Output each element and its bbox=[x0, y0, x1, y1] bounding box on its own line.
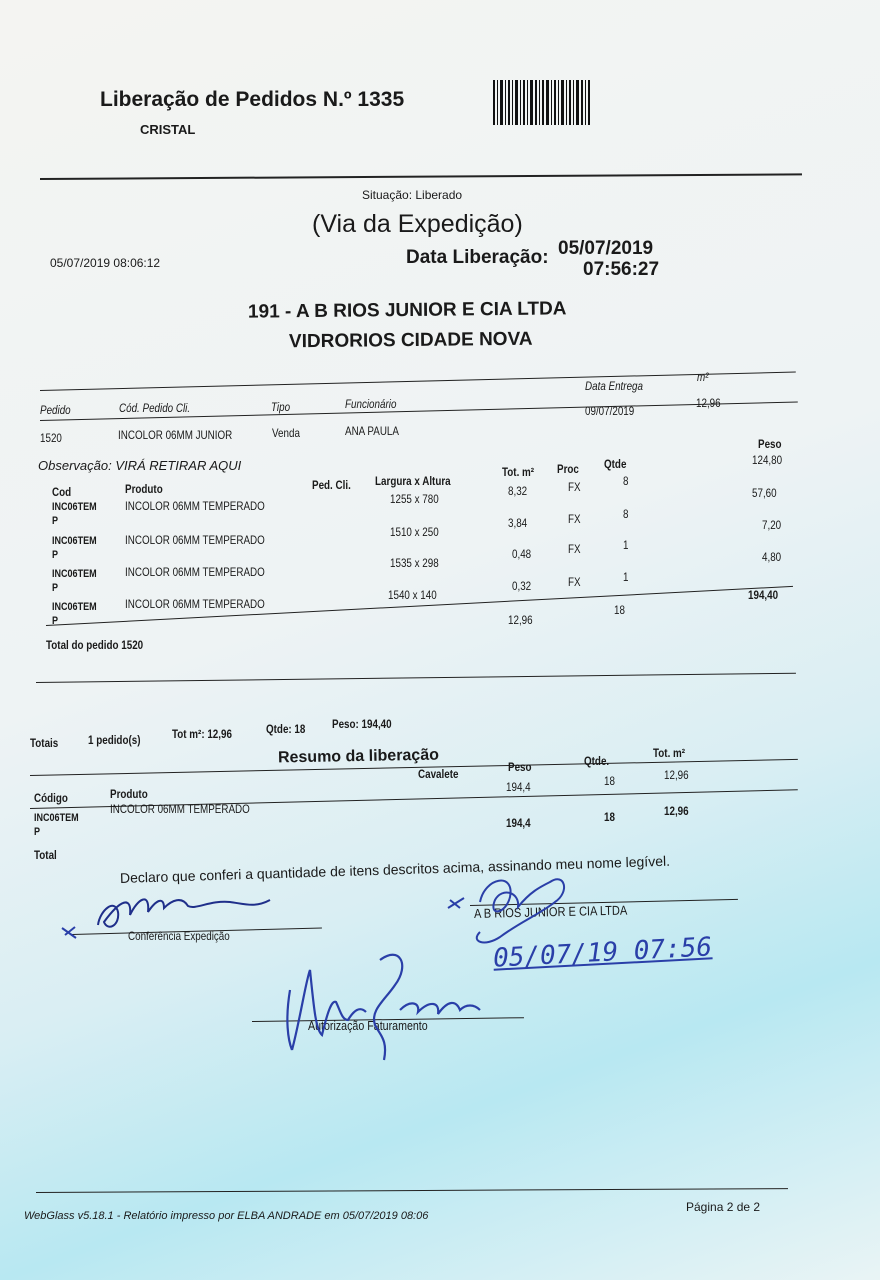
order-funcionario-value: ANA PAULA bbox=[345, 424, 399, 438]
footer-divider bbox=[36, 1188, 788, 1193]
item-peso: 7,20 bbox=[762, 518, 782, 532]
document-subtitle: CRISTAL bbox=[140, 122, 196, 137]
footer-printed-by: WebGlass v5.18.1 - Relatório impresso por ELBA ANDRADE em 05/07/2019 08:06 bbox=[24, 1210, 429, 1222]
cliente-signature-scribble bbox=[440, 862, 600, 952]
col-funcionario: Funcionário bbox=[345, 397, 397, 411]
resumo-peso: 194,4 bbox=[506, 780, 531, 794]
resumo-codigo-suffix: P bbox=[34, 826, 41, 838]
items-col-dims: Largura x Altura bbox=[375, 474, 451, 488]
order-data-entrega-value: 09/07/2019 bbox=[585, 404, 635, 418]
footer-page-number: Página 2 de 2 bbox=[686, 1200, 761, 1214]
item-tot-m2: 3,84 bbox=[508, 516, 528, 530]
order-total-qtde: 18 bbox=[614, 603, 625, 617]
item-proc: FX bbox=[568, 575, 581, 589]
items-col-ped-cli: Ped. Cli. bbox=[312, 478, 351, 492]
barcode-icon bbox=[493, 80, 593, 130]
item-dims: 1510 x 250 bbox=[390, 525, 439, 539]
item-qtde: 8 bbox=[623, 507, 629, 521]
resumo-total-peso: 194,4 bbox=[506, 816, 531, 830]
items-col-qtde: Qtde bbox=[604, 457, 627, 471]
order-observation: Observação: VIRÁ RETIRAR AQUI bbox=[38, 458, 242, 473]
resumo-codigo: INC06TEM bbox=[34, 812, 79, 824]
item-dims: 1540 x 140 bbox=[388, 588, 437, 602]
col-m2: m² bbox=[697, 370, 709, 384]
item-tot-m2: 0,48 bbox=[512, 547, 532, 561]
order-total-label: Total do pedido 1520 bbox=[46, 638, 144, 652]
resumo-col-tot-m2: Tot. m² bbox=[653, 746, 686, 760]
autorizacao-signature-scribble bbox=[270, 940, 490, 1070]
cliente-label: A B RIOS JUNIOR E CIA LTDA bbox=[473, 902, 628, 921]
resumo-col-produto: Produto bbox=[110, 787, 148, 801]
resumo-title: Resumo da liberação bbox=[277, 746, 440, 767]
item-cod: INC06TEM bbox=[52, 601, 97, 613]
printed-timestamp: 05/07/2019 08:06:12 bbox=[50, 256, 161, 270]
totals-m2: Tot m²: 12,96 bbox=[172, 727, 232, 741]
item-proc: FX bbox=[568, 512, 581, 526]
order-tipo-value: Venda bbox=[272, 426, 300, 440]
resumo-tot-m2: 12,96 bbox=[664, 768, 689, 782]
item-cod-suffix: P bbox=[52, 515, 59, 527]
resumo-total-qtde: 18 bbox=[604, 810, 615, 824]
declaration-text: Declaro que conferi a quantidade de itens descritos acima, assinando meu nome legível. bbox=[119, 852, 671, 886]
order-pedido-value: 1520 bbox=[40, 431, 62, 445]
order-total-divider bbox=[36, 673, 796, 683]
client-name: 191 - A B RIOS JUNIOR E CIA LTDA bbox=[247, 298, 567, 323]
item-tot-m2: 8,32 bbox=[508, 484, 528, 498]
order-total-m2: 12,96 bbox=[508, 613, 533, 627]
resumo-produto: INCOLOR 06MM TEMPERADO bbox=[110, 802, 250, 816]
client-store: VIDRORIOS CIDADE NOVA bbox=[288, 328, 533, 353]
totals-peso: Peso: 194,40 bbox=[332, 717, 392, 731]
item-tot-m2: 0,32 bbox=[512, 579, 532, 593]
item-qtde: 1 bbox=[623, 538, 629, 552]
item-proc: FX bbox=[568, 480, 581, 494]
item-cod: INC06TEM bbox=[52, 535, 97, 547]
item-cod: INC06TEM bbox=[52, 568, 97, 580]
totals-pedidos: 1 pedido(s) bbox=[88, 733, 141, 747]
item-dims: 1255 x 780 bbox=[390, 492, 439, 506]
conferencia-label: Conferência Expedição bbox=[128, 929, 230, 943]
col-data-entrega: Data Entrega bbox=[585, 379, 643, 393]
resumo-col-cavalete: Cavalete bbox=[418, 767, 459, 781]
header-divider bbox=[40, 173, 802, 180]
item-qtde: 1 bbox=[623, 570, 629, 584]
conferencia-signature-scribble bbox=[60, 870, 300, 950]
totals-label: Totais bbox=[30, 736, 59, 750]
via-label: (Via da Expedição) bbox=[312, 210, 523, 238]
items-col-produto: Produto bbox=[125, 482, 163, 496]
item-produto: INCOLOR 06MM TEMPERADO bbox=[125, 499, 265, 513]
handwritten-date: 05/07/19 07:56 bbox=[492, 932, 713, 974]
col-pedido: Pedido bbox=[40, 403, 71, 417]
resumo-col-qtde: Qtde. bbox=[584, 754, 610, 768]
resumo-col-peso: Peso bbox=[508, 760, 532, 774]
item-dims: 1535 x 298 bbox=[390, 556, 439, 570]
resumo-total-tot-m2: 12,96 bbox=[664, 804, 689, 818]
item-produto: INCOLOR 06MM TEMPERADO bbox=[125, 565, 265, 579]
item-produto: INCOLOR 06MM TEMPERADO bbox=[125, 597, 265, 611]
status-text: Situação: Liberado bbox=[362, 188, 463, 202]
release-date: 05/07/2019 bbox=[558, 238, 654, 259]
col-tipo: Tipo bbox=[271, 400, 291, 414]
order-top-divider bbox=[40, 372, 796, 391]
resumo-qtde: 18 bbox=[604, 774, 615, 788]
release-date-label: Data Liberação: bbox=[406, 247, 549, 268]
order-cod-cli-value: INCOLOR 06MM JUNIOR bbox=[118, 428, 233, 442]
item-cod-suffix: P bbox=[52, 582, 59, 594]
col-cod-pedido-cli: Cód. Pedido Cli. bbox=[119, 401, 191, 415]
autorizacao-label: Autorização Faturamento bbox=[308, 1018, 428, 1033]
order-total-peso: 194,40 bbox=[748, 588, 779, 602]
item-qtde: 8 bbox=[623, 474, 629, 488]
resumo-col-codigo: Código bbox=[34, 791, 68, 805]
items-col-tot-m2: Tot. m² bbox=[502, 465, 535, 479]
item-produto: INCOLOR 06MM TEMPERADO bbox=[125, 533, 265, 547]
items-col-proc: Proc bbox=[557, 462, 579, 476]
order-m2-value: 12,96 bbox=[696, 396, 721, 410]
release-time: 07:56:27 bbox=[583, 259, 660, 280]
item-peso: 4,80 bbox=[762, 550, 782, 564]
totals-qtde: Qtde: 18 bbox=[266, 722, 306, 736]
item-peso: 57,60 bbox=[752, 486, 777, 500]
item-proc: FX bbox=[568, 542, 581, 556]
document-title: Liberação de Pedidos N.º 1335 bbox=[100, 88, 405, 111]
items-col-cod: Cod bbox=[52, 485, 72, 499]
item-cod-suffix: P bbox=[52, 615, 59, 627]
resumo-total-label: Total bbox=[34, 848, 57, 862]
item-cod-suffix: P bbox=[52, 549, 59, 561]
item-peso: 124,80 bbox=[752, 453, 783, 467]
item-cod: INC06TEM bbox=[52, 501, 97, 513]
items-col-peso: Peso bbox=[758, 437, 782, 451]
